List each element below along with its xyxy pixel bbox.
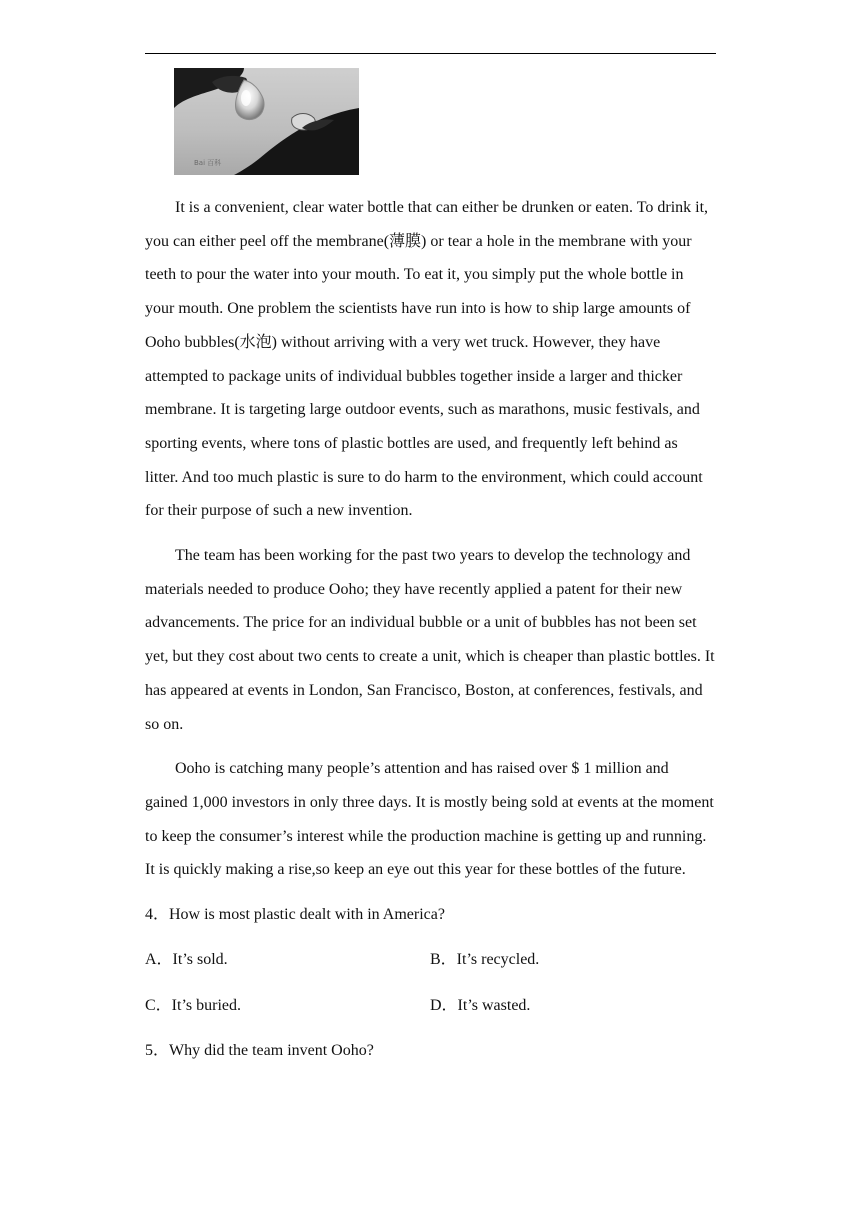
question-4-options-row-1	[145, 943, 715, 988]
photo-watermark: Bai 百科	[194, 159, 222, 167]
question-4-options-row-2	[145, 989, 715, 1034]
option-a: A．It’s sold.	[145, 951, 228, 969]
header-rule	[145, 53, 716, 54]
question-5-stem: 5．Why did the team invent Ooho?	[145, 1041, 374, 1059]
option-c: C．It’s buried.	[145, 996, 241, 1014]
option-d: D．It’s wasted.	[430, 996, 531, 1014]
passage-paragraph: The team has been working for the past two years to develop the technology and materials needed to produce Ooho; they have recently applied a patent for their new advancements. The price for an individual bubble or a unit of bubbles has not been set yet, but they cost about two cents to create a unit, which is cheaper than plastic bottles. It has appeared at events in London, San Francisco, Boston, at conferences, festivals, and so on.	[145, 547, 715, 733]
question-4-stem: 4．How is most plastic dealt with in America?	[145, 906, 445, 924]
option-b: B．It’s recycled.	[430, 951, 540, 969]
article-content	[145, 191, 715, 1079]
ooho-photo	[174, 68, 359, 175]
passage-paragraph: It is a convenient, clear water bottle that can either be drunken or eaten. To drink it, you can either peel off the membrane(薄膜) or tear a hole in the membrane with your teeth to pour the water into your mouth. To eat it, you simply put the whole bottle in your mouth. One problem the scientists have run into is how to ship large amounts of Ooho bubbles(水泡) without arriving with a very wet truck. However, they have attempted to package units of individual bubbles together inside a larger and thicker membrane. It is targeting large outdoor events, such as marathons, music festivals, and sporting events, where tons of plastic bottles are used, and frequently left behind as litter. And too much plastic is sure to do harm to the environment, which could account for their purpose of such a new invention.	[145, 199, 709, 520]
passage-paragraph: Ooho is catching many people’s attention and has raised over $ 1 million and gained 1,000 investors in only three days. It is mostly being sold at events at the moment to keep the consumer’s interest while the production machine is getting up and running. It is quickly making a rise,so keep an eye out this year for these bottles of the future.	[145, 760, 714, 879]
ooho-photo-drawing	[174, 68, 359, 175]
